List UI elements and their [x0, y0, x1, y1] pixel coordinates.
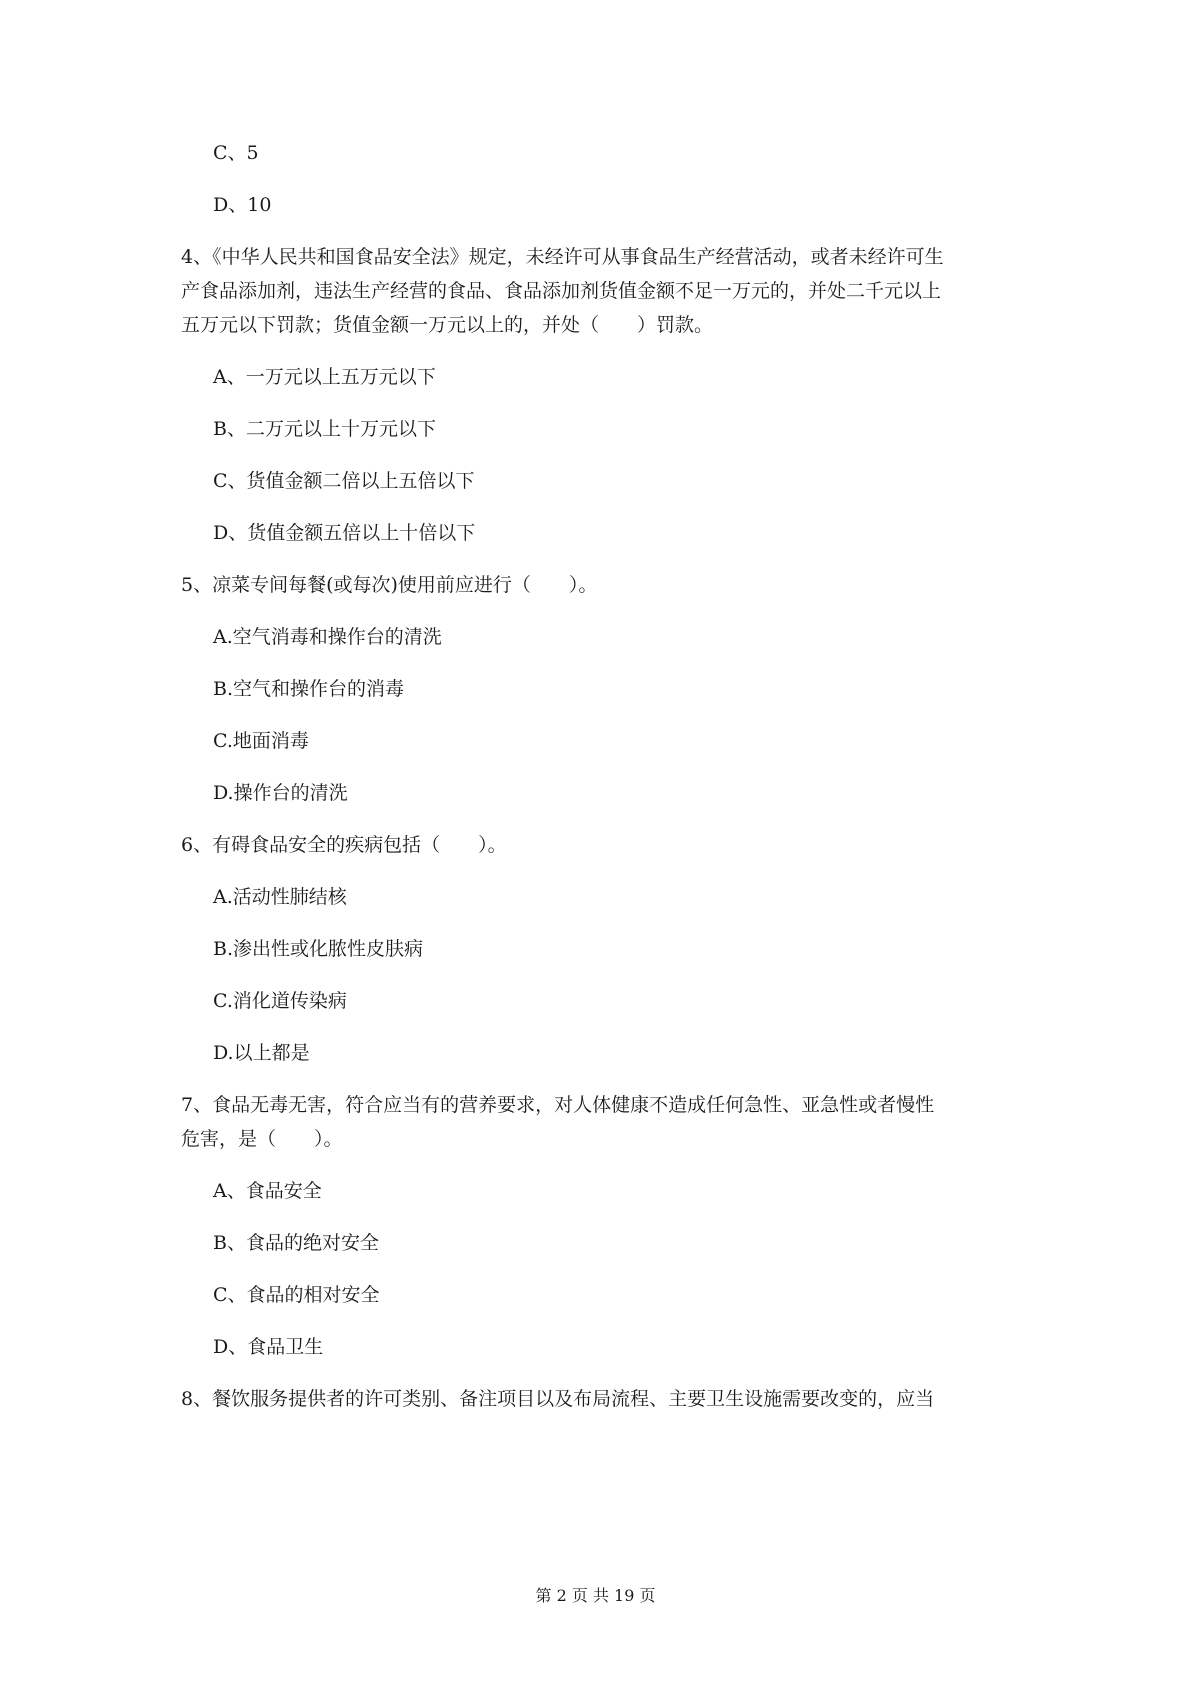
option-3d: D、10 — [213, 194, 272, 216]
option-4c: C、货值金额二倍以上五倍以下 — [213, 470, 475, 492]
option-6c: C.消化道传染病 — [213, 990, 347, 1012]
option-3c: C、5 — [213, 142, 259, 164]
option-7c: C、食品的相对安全 — [213, 1284, 380, 1306]
option-5a: A.空气消毒和操作台的清洗 — [213, 626, 442, 648]
option-5d: D.操作台的清洗 — [213, 782, 348, 804]
option-7b: B、食品的绝对安全 — [213, 1232, 379, 1254]
question-4-line-3: 五万元以下罚款；货值金额一万元以上的，并处（ ）罚款。 — [181, 314, 714, 336]
option-7a: A、食品安全 — [213, 1180, 322, 1202]
option-4d: D、货值金额五倍以上十倍以下 — [213, 522, 476, 544]
question-8-line-1: 8、餐饮服务提供者的许可类别、备注项目以及布局流程、主要卫生设施需要改变的，应当 — [181, 1388, 935, 1410]
page-number: 第 2 页 共 19 页 — [535, 1586, 656, 1605]
question-7-line-1: 7、食品无毒无害，符合应当有的营养要求，对人体健康不造成任何急性、亚急性或者慢性 — [181, 1094, 935, 1116]
question-7-line-2: 危害，是（ ）。 — [181, 1128, 343, 1150]
option-6b: B.渗出性或化脓性皮肤病 — [213, 938, 424, 960]
question-4-line-2: 产食品添加剂，违法生产经营的食品、食品添加剂货值金额不足一万元的，并处二千元以上 — [181, 280, 942, 302]
option-7d: D、食品卫生 — [213, 1336, 324, 1358]
option-6d: D.以上都是 — [213, 1042, 310, 1064]
question-5: 5、凉菜专间每餐(或每次)使用前应进行（ ）。 — [181, 574, 598, 596]
option-6a: A.活动性肺结核 — [213, 886, 347, 908]
question-4-line-1: 4、《中华人民共和国食品安全法》规定，未经许可从事食品生产经营活动，或者未经许可生 — [181, 246, 944, 268]
option-5b: B.空气和操作台的消毒 — [213, 678, 405, 700]
option-5c: C.地面消毒 — [213, 730, 309, 752]
option-4a: A、一万元以上五万元以下 — [213, 366, 436, 388]
question-6: 6、有碍食品安全的疾病包括（ ）。 — [181, 834, 507, 856]
option-4b: B、二万元以上十万元以下 — [213, 418, 436, 440]
